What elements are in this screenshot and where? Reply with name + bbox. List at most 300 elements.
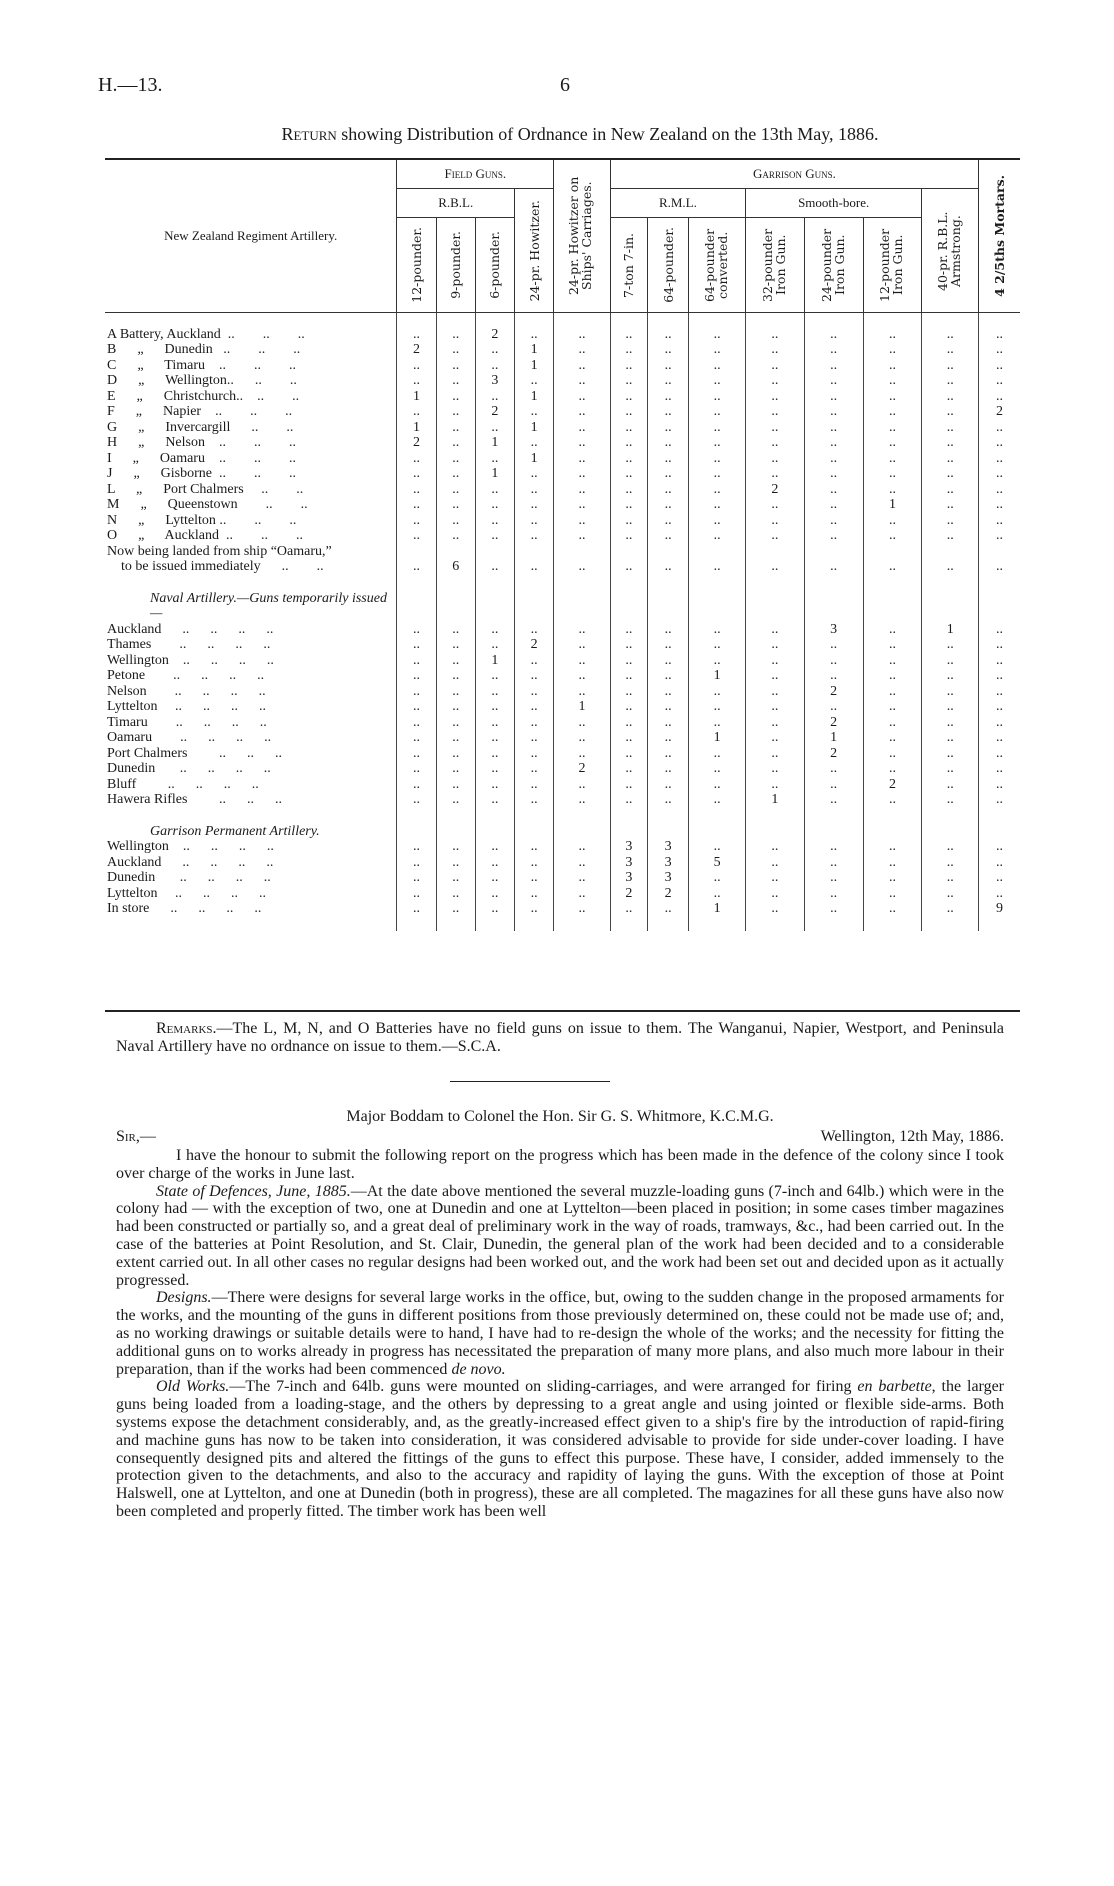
paragraph-intro: I have the honour to submit the following report on the progress which has been made in the defence of the colony since I took over charge of the works in June last.	[116, 1147, 1004, 1182]
table-cell: ..	[863, 528, 922, 544]
table-cell	[979, 544, 1020, 560]
table-cell: ..	[804, 466, 863, 482]
table-cell: ..	[554, 497, 611, 513]
table-cell: ..	[689, 886, 746, 902]
table-cell: ..	[475, 513, 514, 529]
row-label: Wellington .. .. .. ..	[107, 839, 274, 854]
col-header-2: 6-pounder.	[475, 218, 514, 313]
table-cell: ..	[397, 373, 436, 389]
table-cell: ..	[979, 870, 1020, 886]
table-cell: ..	[745, 342, 804, 358]
table-cell: ..	[745, 668, 804, 684]
table-row	[105, 482, 1020, 498]
table-cell: ..	[745, 622, 804, 638]
row-label: Bluff .. .. .. ..	[107, 776, 259, 792]
table-cell: ..	[689, 699, 746, 715]
col-header-0: 12-pounder.	[397, 218, 436, 313]
section-divider	[450, 1081, 610, 1082]
table-cell: ..	[863, 839, 922, 855]
table-cell: ..	[689, 342, 746, 358]
table-cell: ..	[689, 839, 746, 855]
table-cell: ..	[922, 668, 979, 684]
table-cell: ..	[610, 730, 647, 746]
table-cell: ..	[804, 327, 863, 343]
table-cell: ..	[979, 497, 1020, 513]
table-cell: ..	[979, 327, 1020, 343]
table-cell: ..	[397, 699, 436, 715]
table-cell: ..	[979, 358, 1020, 374]
table-cell: 1	[922, 622, 979, 638]
table-cell: 1	[554, 699, 611, 715]
table-row	[105, 668, 1020, 684]
table-cell	[863, 544, 922, 560]
table-cell: ..	[397, 855, 436, 871]
table-cell: ..	[804, 637, 863, 653]
table-cell: ..	[397, 792, 436, 808]
table-cell: ..	[647, 730, 688, 746]
table-cell: ..	[436, 482, 475, 498]
letter-heading: Major Boddam to Colonel the Hon. Sir G. S. Whitmore, K.C.M.G.	[346, 1108, 774, 1125]
table-cell: ..	[475, 730, 514, 746]
table-cell: ..	[863, 901, 922, 917]
table-cell: ..	[745, 451, 804, 467]
table-cell: 2	[863, 777, 922, 793]
table-cell: 2	[397, 435, 436, 451]
table-cell: ..	[436, 653, 475, 669]
table-cell: ..	[610, 497, 647, 513]
table-cell: ..	[804, 886, 863, 902]
table-cell: ..	[979, 482, 1020, 498]
table-cell: ..	[515, 653, 554, 669]
table-cell: ..	[689, 637, 746, 653]
table-cell: ..	[745, 637, 804, 653]
table-cell: ..	[610, 373, 647, 389]
table-cell: ..	[554, 730, 611, 746]
table-cell: ..	[475, 342, 514, 358]
table-cell: ..	[804, 901, 863, 917]
table-cell: ..	[554, 420, 611, 436]
table-cell: ..	[979, 855, 1020, 871]
col-header-5: 7-ton 7-in.	[610, 218, 647, 313]
table-cell: ..	[647, 684, 688, 700]
table-cell: ..	[863, 389, 922, 405]
table-cell: ..	[436, 855, 475, 871]
table-cell: ..	[922, 358, 979, 374]
table-cell: ..	[922, 839, 979, 855]
table-cell: ..	[647, 342, 688, 358]
table-cell: ..	[689, 466, 746, 482]
table-cell	[647, 544, 688, 560]
table-cell: ..	[397, 358, 436, 374]
table-cell: ..	[647, 699, 688, 715]
row-header: New Zealand Regiment Artillery.	[105, 160, 397, 313]
table-cell: 1	[515, 420, 554, 436]
table-cell: ..	[610, 746, 647, 762]
table-cell: ..	[647, 715, 688, 731]
table-cell: 2	[804, 684, 863, 700]
table-cell: ..	[863, 886, 922, 902]
table-cell: ..	[515, 839, 554, 855]
table-cell: ..	[979, 435, 1020, 451]
table-cell: ..	[745, 327, 804, 343]
table-cell: ..	[610, 342, 647, 358]
table-cell: ..	[647, 668, 688, 684]
table-cell: ..	[610, 637, 647, 653]
table-row	[105, 637, 1020, 653]
heading-old-works: Old Works.	[156, 1378, 230, 1396]
table-row	[105, 792, 1020, 808]
text-de-novo: de novo.	[451, 1360, 506, 1378]
table-cell: ..	[610, 451, 647, 467]
table-cell: ..	[554, 559, 611, 575]
table-cell	[397, 544, 436, 560]
table-cell: ..	[979, 342, 1020, 358]
table-cell: ..	[610, 684, 647, 700]
group-smooth-bore: Smooth-bore.	[745, 189, 921, 218]
col-header-11: 40-pr. R.B.L. Armstrong.	[922, 189, 979, 313]
table-cell: ..	[979, 761, 1020, 777]
table-cell: ..	[689, 497, 746, 513]
table-cell: ..	[863, 622, 922, 638]
table-cell: ..	[647, 482, 688, 498]
table-row	[105, 699, 1020, 715]
title-lead: Return	[281, 124, 337, 144]
row-label: D „ Wellington.. .. ..	[107, 373, 297, 388]
row-label: Nelson .. .. .. ..	[107, 683, 266, 699]
table-cell: ..	[979, 466, 1020, 482]
table-cell	[436, 544, 475, 560]
letter-salutation: Sir,—	[116, 1128, 156, 1145]
table-cell: ..	[397, 653, 436, 669]
remarks	[116, 1020, 1004, 1056]
table-cell: ..	[515, 622, 554, 638]
table-cell: ..	[647, 466, 688, 482]
table-cell	[515, 544, 554, 560]
table-cell: ..	[610, 404, 647, 420]
table-cell: ..	[436, 513, 475, 529]
table-cell: ..	[863, 637, 922, 653]
heading-state-of-defences: State of Defences, June, 1885.	[156, 1182, 351, 1200]
table-cell: ..	[610, 528, 647, 544]
table-cell: ..	[475, 746, 514, 762]
ordnance-table	[105, 160, 1020, 931]
table-cell: ..	[922, 715, 979, 731]
row-label: Now being landed from ship “Oamaru,”	[107, 543, 332, 559]
row-label: Oamaru .. .. .. ..	[107, 730, 272, 745]
table-cell: ..	[610, 358, 647, 374]
table-cell: ..	[436, 792, 475, 808]
table-cell: ..	[689, 327, 746, 343]
group-rbl: R.B.L.	[397, 189, 515, 218]
table-cell: ..	[804, 451, 863, 467]
table-cell: ..	[804, 497, 863, 513]
table-cell: ..	[689, 559, 746, 575]
table-cell: ..	[863, 792, 922, 808]
table-cell: ..	[922, 653, 979, 669]
table-cell: 1	[804, 730, 863, 746]
table-cell: ..	[689, 404, 746, 420]
table-cell	[689, 544, 746, 560]
table-cell: ..	[979, 839, 1020, 855]
table-cell: ..	[436, 761, 475, 777]
table-cell: ..	[745, 684, 804, 700]
table-cell: 3	[647, 839, 688, 855]
table-cell	[610, 544, 647, 560]
table-cell: ..	[804, 855, 863, 871]
table-cell: ..	[647, 777, 688, 793]
table-cell: ..	[515, 855, 554, 871]
table-cell: 2	[475, 327, 514, 343]
table-cell: ..	[922, 901, 979, 917]
table-cell: ..	[436, 886, 475, 902]
table-cell	[475, 544, 514, 560]
table-cell: ..	[515, 746, 554, 762]
table-cell: ..	[647, 513, 688, 529]
table-cell: ..	[515, 761, 554, 777]
row-label: A Battery, Auckland .. .. ..	[107, 326, 305, 342]
table-row	[105, 327, 1020, 343]
table-cell: ..	[610, 482, 647, 498]
table-cell: ..	[554, 653, 611, 669]
table-cell: ..	[863, 358, 922, 374]
table-cell: ..	[745, 870, 804, 886]
table-cell: ..	[863, 420, 922, 436]
text-old-works-a: —The 7-inch and 64lb. guns were mounted on sliding-carriages, and were arranged for firing	[229, 1378, 858, 1396]
table-cell: ..	[979, 373, 1020, 389]
table-cell: ..	[554, 622, 611, 638]
text-old-works-b: , the larger guns being loaded from a loading-stage, and the others by depressing to a great angle and using jointed or flexible side-arms. Both systems expose the detachment considerably, and, as the greatly-increased effect given to a ship's fire by the introduction of rapid-firing and machine guns has now to be taken into consideration, it was considered advisable to provide for side under-cover loading. I have consequently designed pits and altered the fittings of the guns to effect this purpose. These have, I consider, added immensely to the protection given to the detachments, and also to the accuracy and rapidity of laying the guns. With the exception of those at Point Halswell, one at Lyttelton, and one at Dunedin (both in progress), these are all completed. The magazines for all these guns have also now been completed and properly fitted. The timber work has been well	[116, 1378, 1005, 1520]
table-cell: ..	[804, 792, 863, 808]
table-cell: ..	[863, 761, 922, 777]
table-cell: 2	[979, 404, 1020, 420]
table-cell: ..	[397, 559, 436, 575]
table-cell: ..	[689, 528, 746, 544]
col-header-8: 32-pounder Iron Gun.	[745, 218, 804, 313]
section-header-row	[105, 591, 1020, 622]
table-cell: 1	[397, 420, 436, 436]
table-cell: ..	[554, 684, 611, 700]
table-cell: 1	[689, 730, 746, 746]
table-cell: ..	[979, 622, 1020, 638]
table-cell: ..	[863, 699, 922, 715]
table-row	[105, 901, 1020, 917]
table-row	[105, 653, 1020, 669]
col-header-6: 64-pounder.	[647, 218, 688, 313]
col-header-7: 64-pounder converted.	[689, 218, 746, 313]
table-row	[105, 435, 1020, 451]
table-cell: ..	[397, 451, 436, 467]
table-cell: ..	[554, 342, 611, 358]
table-cell: ..	[397, 777, 436, 793]
table-cell: ..	[515, 466, 554, 482]
table-cell: ..	[689, 684, 746, 700]
table-cell: ..	[922, 513, 979, 529]
table-cell: ..	[397, 528, 436, 544]
table-cell: ..	[515, 497, 554, 513]
table-cell: 1	[745, 792, 804, 808]
table-cell: ..	[804, 777, 863, 793]
row-label: N „ Lyttelton .. .. ..	[107, 512, 297, 528]
table-cell: ..	[922, 420, 979, 436]
table-cell: ..	[610, 622, 647, 638]
table-cell: ..	[745, 761, 804, 777]
table-cell: ..	[436, 684, 475, 700]
table-cell: ..	[689, 420, 746, 436]
table-cell: 9	[979, 901, 1020, 917]
table-cell: ..	[554, 668, 611, 684]
table-cell: ..	[922, 886, 979, 902]
table-cell: ..	[515, 730, 554, 746]
table-cell: ..	[397, 466, 436, 482]
table-cell: ..	[475, 622, 514, 638]
table-cell: ..	[863, 466, 922, 482]
table-cell: ..	[922, 342, 979, 358]
table-cell: ..	[475, 482, 514, 498]
table-cell: ..	[554, 528, 611, 544]
table-cell: ..	[436, 497, 475, 513]
table-cell: ..	[689, 373, 746, 389]
table-cell: ..	[515, 684, 554, 700]
table-cell: ..	[745, 901, 804, 917]
row-label: F „ Napier .. .. ..	[107, 404, 293, 419]
table-cell: 1	[863, 497, 922, 513]
table-cell: 3	[804, 622, 863, 638]
table-cell: ..	[554, 715, 611, 731]
table-cell: ..	[804, 653, 863, 669]
table-cell: ..	[610, 668, 647, 684]
col-header-1: 9-pounder.	[436, 218, 475, 313]
table-cell: ..	[922, 451, 979, 467]
table-cell: ..	[647, 435, 688, 451]
heading-designs: Designs.	[156, 1289, 212, 1307]
table-cell: ..	[554, 839, 611, 855]
table-cell: ..	[436, 777, 475, 793]
table-cell: ..	[979, 886, 1020, 902]
col-header-9: 24-pounder Iron Gun.	[804, 218, 863, 313]
table-cell: 1	[515, 358, 554, 374]
table-cell: 5	[689, 855, 746, 871]
table-cell: ..	[610, 513, 647, 529]
table-cell: ..	[647, 373, 688, 389]
table-cell: ..	[689, 435, 746, 451]
table-cell: ..	[436, 668, 475, 684]
table-cell: ..	[689, 715, 746, 731]
table-cell: ..	[863, 451, 922, 467]
row-label: Port Chalmers .. .. ..	[107, 745, 282, 761]
paragraph-old-works	[116, 1378, 1004, 1520]
table-cell: 1	[515, 342, 554, 358]
table-cell: ..	[979, 528, 1020, 544]
table-cell: ..	[863, 404, 922, 420]
letter-place-date: Wellington, 12th May, 1886.	[820, 1128, 1004, 1145]
table-cell: 3	[610, 870, 647, 886]
table-cell: ..	[922, 855, 979, 871]
table-cell: ..	[863, 342, 922, 358]
table-cell: ..	[863, 715, 922, 731]
table-cell: ..	[436, 528, 475, 544]
table-cell: ..	[922, 559, 979, 575]
table-cell: ..	[397, 886, 436, 902]
table-cell: ..	[475, 637, 514, 653]
table-cell: ..	[745, 528, 804, 544]
table-cell: ..	[979, 668, 1020, 684]
table-cell: ..	[647, 497, 688, 513]
table-row	[105, 451, 1020, 467]
table-cell: 1	[689, 668, 746, 684]
table-cell: ..	[745, 358, 804, 374]
table-cell: ..	[979, 746, 1020, 762]
table-cell: ..	[863, 870, 922, 886]
table-cell: ..	[475, 699, 514, 715]
text-designs: —There were designs for several large works in the office, but, owing to the sudden change in the proposed armaments for the works, and the mounting of the guns in different positions from those previously determined on, these could not be made use of; and, as no working drawings or suitable details were to hand, I have had to re-design the whole of the works; and the necessity for fitting the additional guns on to works already in progress has necessitated the preparation of many more plans, and also much more labour in their preparation, than if the works had been commenced	[116, 1289, 1004, 1378]
table-cell: ..	[863, 668, 922, 684]
table-cell: ..	[922, 870, 979, 886]
table-cell: ..	[922, 482, 979, 498]
table-cell: ..	[745, 497, 804, 513]
table-cell: ..	[515, 901, 554, 917]
table-cell: ..	[647, 746, 688, 762]
table-cell: ..	[436, 622, 475, 638]
table-cell: ..	[647, 637, 688, 653]
table-cell: 1	[475, 435, 514, 451]
table-cell: ..	[922, 435, 979, 451]
table-cell: ..	[436, 466, 475, 482]
table-cell: ..	[689, 358, 746, 374]
table-cell: ..	[610, 420, 647, 436]
row-label: Lyttelton .. .. .. ..	[107, 885, 267, 901]
row-label: Thames .. .. .. ..	[107, 637, 271, 652]
table-cell: ..	[689, 746, 746, 762]
table-cell: ..	[745, 699, 804, 715]
table-cell: ..	[397, 622, 436, 638]
table-cell: ..	[397, 839, 436, 855]
table-cell: ..	[745, 513, 804, 529]
table-cell: ..	[436, 404, 475, 420]
table-cell: ..	[979, 715, 1020, 731]
table-body	[105, 313, 1020, 931]
table-cell: ..	[436, 839, 475, 855]
table-cell: ..	[979, 730, 1020, 746]
table-cell: ..	[436, 637, 475, 653]
table-cell: ..	[397, 901, 436, 917]
table-cell: ..	[647, 761, 688, 777]
table-cell: 3	[610, 839, 647, 855]
section-header-row	[105, 824, 1020, 840]
table-row	[105, 528, 1020, 544]
table-cell: ..	[863, 746, 922, 762]
table-cell: ..	[804, 482, 863, 498]
table-row	[105, 870, 1020, 886]
table-cell: ..	[554, 886, 611, 902]
table-cell: ..	[863, 513, 922, 529]
table-cell: ..	[554, 373, 611, 389]
table-cell: ..	[436, 420, 475, 436]
table-cell: ..	[397, 715, 436, 731]
table-cell: ..	[397, 497, 436, 513]
table-cell: ..	[436, 451, 475, 467]
table-cell: ..	[689, 389, 746, 405]
table-cell: ..	[554, 855, 611, 871]
table-cell: ..	[922, 637, 979, 653]
table-cell: ..	[745, 653, 804, 669]
text-state-of-defences: —At the date above mentioned the several muzzle-loading guns (7-inch and 64lb.) which were in the colony had — with the exception of two, one at Dunedin and one at Lyttelton—been placed in position; in some cases timber magazines had been constructed or partially so, and a great deal of preliminary work in the way of roads, tramways, &c., had been carried out. In the case of the batteries at Point Resolution, and St. Clair, Dunedin, the general plan of the work had been decided and to a considerable extent carried out. In all other cases no regular designs had been worked out, and the work had been set out and decided upon as it actually progressed.	[116, 1182, 1004, 1289]
table-cell: 2	[804, 715, 863, 731]
row-label: to be issued immediately .. ..	[107, 559, 324, 574]
table-cell: ..	[397, 761, 436, 777]
table-cell: ..	[554, 513, 611, 529]
table-cell: ..	[554, 327, 611, 343]
row-label: In store .. .. .. ..	[107, 901, 262, 916]
